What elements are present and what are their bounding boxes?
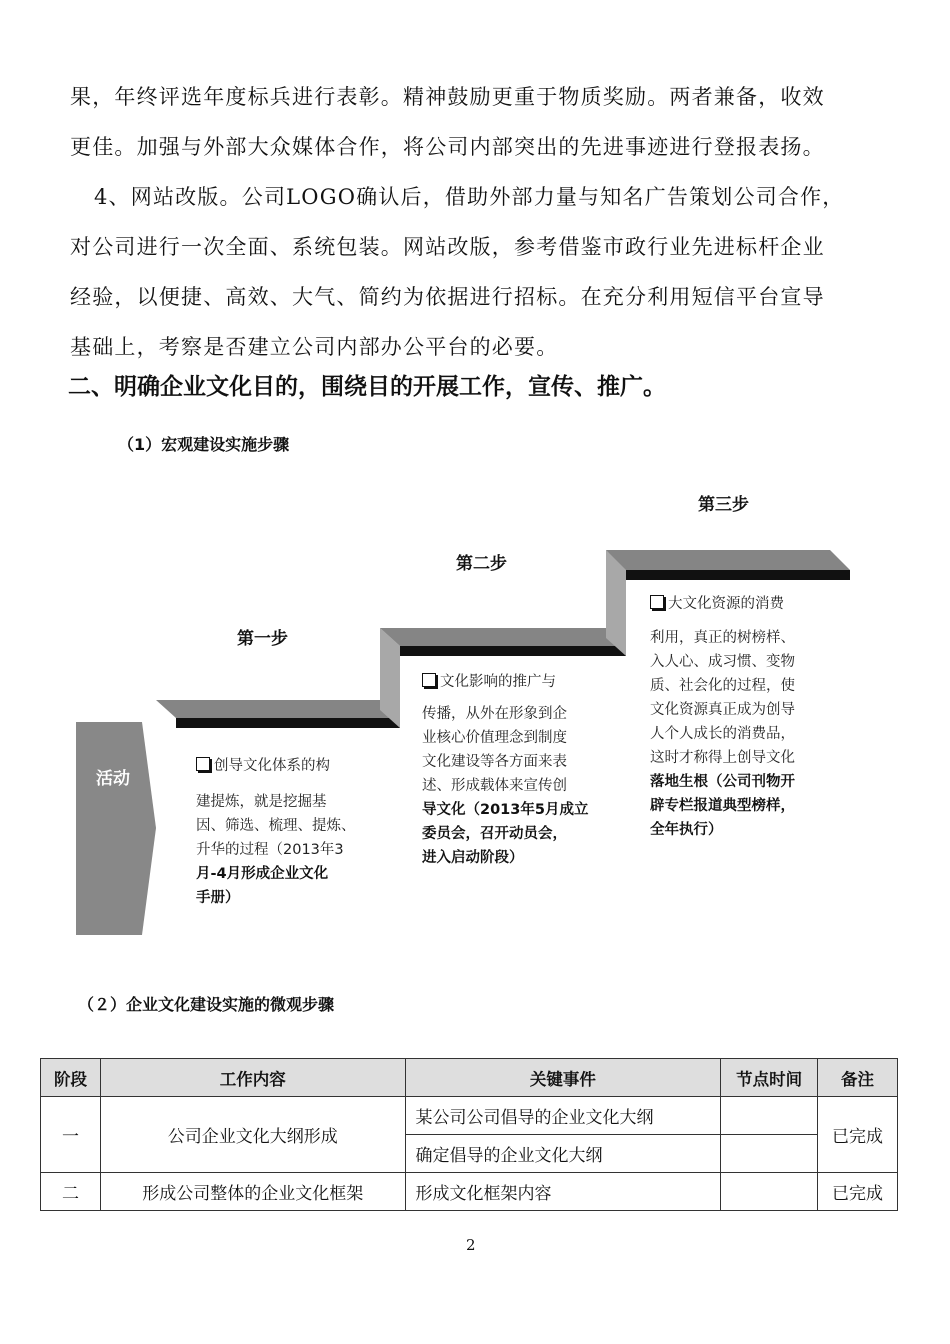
paragraph-line: 经验，以便捷、高效、大气、简约为依据进行招标。在充分利用短信平台宣导 (70, 285, 825, 309)
checkbox-icon (196, 757, 210, 771)
step-1-edge (176, 718, 400, 728)
step-3-title: 第三步 (698, 495, 749, 515)
step-3-edge (626, 570, 850, 580)
step-3-tread (606, 550, 850, 570)
page-number: 2 (466, 1236, 476, 1254)
activity-label: 活动 (96, 769, 130, 789)
step-line: 辟专栏报道典型榜样， (650, 798, 795, 814)
step-2-tread (380, 628, 626, 646)
step-line: 月-4月形成企业文化 (196, 866, 329, 882)
note-cell: 已完成 (818, 1097, 898, 1173)
step-line: 升华的过程（2013年3 (196, 842, 344, 858)
step-line: 创导文化体系的构 (214, 758, 330, 774)
step-line: 人个人成长的消费品， (650, 726, 795, 742)
paragraph-line: 基础上，考察是否建立公司内部办公平台的必要。 (70, 335, 559, 359)
step-line: 手册） (196, 890, 240, 906)
column-header-stage: 阶段 (41, 1059, 101, 1097)
column-header-events: 关键事件 (405, 1059, 721, 1097)
step-line: 这时才称得上创导文化 (650, 750, 795, 766)
subheading-micro-steps: （２）企业文化建设实施的微观步骤 (78, 995, 335, 1014)
step-line: 委员会，召开动员会， (422, 826, 567, 842)
content-cell: 公司企业文化大纲形成 (100, 1097, 405, 1173)
note-cell: 已完成 (818, 1173, 898, 1211)
step-line: 落地生根（公司刊物开 (650, 774, 795, 790)
step-3-description (650, 592, 830, 842)
step-line: 文化影响的推广与 (440, 674, 556, 690)
checkbox-icon (422, 673, 436, 687)
step-line: 导文化（2013年5月成立 (422, 802, 589, 818)
implementation-table (40, 1058, 898, 1211)
activity-arrow (76, 722, 156, 935)
step-line: 因、筛选、梳理、提炼、 (196, 818, 356, 834)
step-line: 述、形成载体来宣传创 (422, 778, 567, 794)
step-line: 全年执行） (650, 822, 723, 838)
paragraph-line: 4、网站改版。公司LOGO确认后，借助外部力量与知名广告策划公司合作， (94, 185, 845, 209)
step-line: 质、社会化的过程，使 (650, 678, 795, 694)
event-cell: 形成文化框架内容 (405, 1173, 721, 1211)
table-header-row (41, 1059, 898, 1097)
step-line: 入人心、成习惯、变物 (650, 654, 795, 670)
step-line: 大文化资源的消费 (668, 596, 784, 612)
stage-cell: 二 (41, 1173, 101, 1211)
stage-cell: 一 (41, 1097, 101, 1173)
step-2-description (422, 670, 602, 870)
time-cell (721, 1173, 818, 1211)
time-cell (721, 1097, 818, 1135)
step-1-title: 第一步 (237, 629, 288, 649)
checkbox-icon (650, 595, 664, 609)
column-header-note: 备注 (818, 1059, 898, 1097)
step-line: 业核心价值理念到制度 (422, 730, 567, 746)
column-header-content: 工作内容 (100, 1059, 405, 1097)
step-line: 传播，从外在形象到企 (422, 706, 567, 722)
paragraph-line: 对公司进行一次全面、系统包装。网站改版，参考借鉴市政行业先进标杆企业 (70, 235, 825, 259)
subheading-macro-steps: （1）宏观建设实施步骤 (118, 435, 290, 454)
table-row (41, 1173, 898, 1211)
content-cell: 形成公司整体的企业文化框架 (100, 1173, 405, 1211)
step-2-title: 第二步 (456, 554, 507, 574)
step-line: 文化建设等各方面来表 (422, 754, 567, 770)
step-1-tread (156, 700, 400, 718)
time-cell (721, 1135, 818, 1173)
paragraph-line: 果，年终评选年度标兵进行表彰。精神鼓励更重于物质奖励。两者兼备，收效 (70, 85, 825, 109)
step-line: 文化资源真正成为创导 (650, 702, 795, 718)
event-cell: 确定倡导的企业文化大纲 (405, 1135, 721, 1173)
step-1-description (196, 754, 374, 910)
step-line: 进入启动阶段） (422, 850, 524, 866)
step-2-edge (400, 646, 626, 656)
paragraph-line: 更佳。加强与外部大众媒体合作，将公司内部突出的先进事迹进行登报表扬。 (70, 135, 825, 159)
column-header-time: 节点时间 (721, 1059, 818, 1097)
table-row (41, 1097, 898, 1135)
section-heading: 二、明确企业文化目的，围绕目的开展工作，宣传、推广。 (68, 374, 666, 400)
event-cell: 某公司公司倡导的企业文化大纲 (405, 1097, 721, 1135)
step-line: 建提炼，就是挖掘基 (196, 794, 327, 810)
step-line: 利用，真正的树榜样、 (650, 630, 795, 646)
